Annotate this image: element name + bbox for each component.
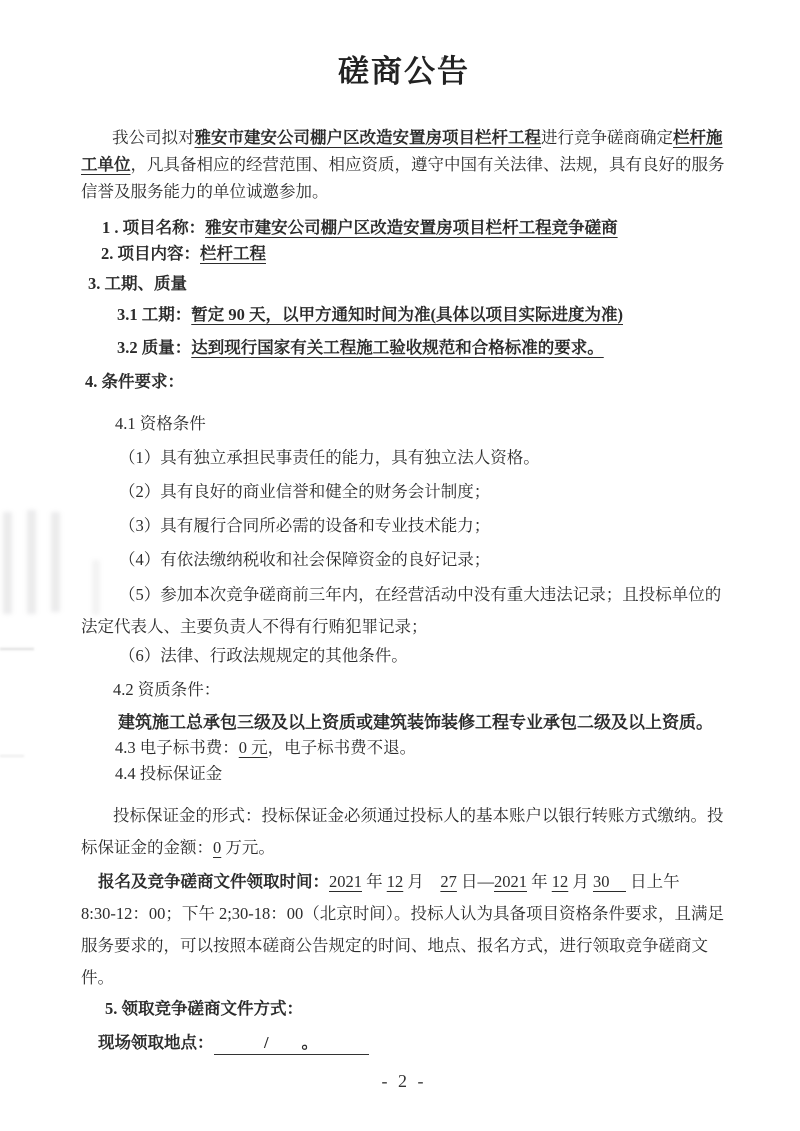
qualification-item-5: （5）参加本次竞争磋商前三年内，在经营活动中没有重大违法记录；且投标单位的法定代表人、主要负责人不得有行贿犯罪记录； bbox=[81, 585, 722, 636]
intro-middle: 进行竞争磋商确定 bbox=[541, 128, 673, 147]
item-bid-document-fee bbox=[115, 735, 727, 761]
scan-bleed-artifact bbox=[3, 512, 12, 614]
schedule-paragraph bbox=[81, 866, 727, 994]
qualification-item-6: （6）法律、行政法规规定的其他条件。 bbox=[119, 646, 408, 665]
deposit-paragraph bbox=[81, 800, 727, 864]
deposit-amount: 0 bbox=[213, 838, 222, 857]
deposit-text: 投标保证金的形式：投标保证金必须通过投标人的基本账户以银行转账方式缴纳。投标保证金的金额： bbox=[81, 806, 724, 857]
page-number: - 2 - bbox=[381, 1071, 427, 1091]
subsection-bid-deposit-heading: 4.4 投标保证金 bbox=[115, 764, 223, 783]
scan-smudge bbox=[0, 755, 24, 757]
scan-bleed-artifact bbox=[92, 560, 100, 615]
schedule-sep: 年 bbox=[362, 872, 387, 891]
scan-bleed-artifact bbox=[27, 510, 36, 614]
item-quality bbox=[117, 335, 727, 361]
bid-fee-value: 0 元 bbox=[238, 738, 268, 757]
item-quality-value: 达到现行国家有关工程施工验收规范和合格标准的要求。 bbox=[191, 338, 604, 357]
qualification-item-3: （3）具有履行合同所必需的设备和专业技术能力； bbox=[119, 516, 491, 535]
scan-speck bbox=[441, 57, 445, 60]
credential-requirement-value: 建筑施工总承包三级及以上资质或建筑装饰装修工程专业承包二级及以上资质。 bbox=[118, 713, 713, 732]
schedule-sep: 月 bbox=[568, 872, 593, 891]
qualification-item-1: （1）具有独立承担民事责任的能力，具有独立法人资格。 bbox=[119, 448, 540, 467]
schedule-month-from: 12 bbox=[386, 872, 404, 891]
intro-paragraph bbox=[81, 124, 727, 205]
schedule-sep: 月 bbox=[403, 872, 441, 891]
intro-tail: ，凡具备相应的经营范围、相应资质，遵守中国有关法律、法规，具有良好的服务信誉及服务能力的单位诚邀参加。 bbox=[81, 155, 725, 201]
bid-fee-label: 4.3 电子标书费： bbox=[115, 738, 239, 757]
item-duration bbox=[117, 302, 727, 328]
item-project-content-label: 2. 项目内容： bbox=[101, 244, 200, 263]
pickup-location-line bbox=[98, 1029, 727, 1057]
item-duration-label: 3.1 工期： bbox=[117, 305, 192, 324]
item-project-content-value: 栏杆工程 bbox=[200, 244, 266, 263]
intro-project-name: 雅安市建安公司棚户区改造安置房项目栏杆工程 bbox=[194, 128, 541, 147]
document-title: 磋商公告 bbox=[338, 54, 470, 89]
section-duration-quality-heading: 3. 工期、质量 bbox=[88, 274, 187, 293]
pickup-location-blank: / 。 bbox=[214, 1032, 369, 1055]
schedule-sep: 年 bbox=[527, 872, 552, 891]
bid-fee-tail: ，电子标书费不退。 bbox=[267, 738, 417, 757]
item-project-content bbox=[101, 241, 727, 267]
schedule-day-from: 27 bbox=[440, 872, 457, 891]
item-project-name-value: 雅安市建安公司棚户区改造安置房项目栏杆工程竞争磋商 bbox=[205, 218, 618, 237]
intro-contractor: 栏杆施工单位 bbox=[81, 128, 723, 174]
schedule-year-from: 2021 bbox=[329, 872, 362, 891]
pickup-location-label: 现场领取地点： bbox=[98, 1033, 214, 1052]
qualification-item-4: （4）有依法缴纳税收和社会保障资金的良好记录； bbox=[119, 550, 491, 569]
item-project-name bbox=[102, 215, 727, 241]
section-requirements-heading: 4. 条件要求： bbox=[85, 372, 184, 391]
qualification-item-2: （2）具有良好的商业信誉和健全的财务会计制度； bbox=[119, 482, 491, 501]
subsection-qualification-heading: 4.1 资格条件 bbox=[115, 414, 206, 433]
item-duration-value: 暂定 90 天，以甲方通知时间为准(具体以项目实际进度为准) bbox=[191, 305, 623, 324]
intro-lead: 我公司拟对 bbox=[112, 128, 195, 147]
scan-bleed-artifact bbox=[51, 512, 60, 612]
schedule-month-to: 12 bbox=[551, 872, 569, 891]
schedule-label: 报名及竞争磋商文件领取时间： bbox=[98, 872, 329, 891]
schedule-sep: 日— bbox=[456, 872, 494, 891]
schedule-day-to: 30 bbox=[593, 872, 626, 891]
deposit-unit: 万元。 bbox=[221, 838, 275, 857]
item-quality-label: 3.2 质量： bbox=[117, 338, 192, 357]
schedule-details: 8:30-12：00；下午 2;30-18：00（北京时间）。投标人认为具备项目资格条件要求，且满足服务要求的，可以按照本磋商公告规定的时间、地点、报名方式，进行领取竞争磋商文件。 bbox=[81, 904, 725, 987]
subsection-credential-heading: 4.2 资质条件： bbox=[113, 680, 221, 699]
section-pickup-method-heading: 5. 领取竞争磋商文件方式： bbox=[105, 999, 303, 1018]
scan-smudge bbox=[0, 648, 34, 650]
item-project-name-label: 1 . 项目名称： bbox=[102, 218, 206, 237]
schedule-sep: 日上午 bbox=[626, 872, 680, 891]
schedule-year-to: 2021 bbox=[494, 872, 527, 891]
